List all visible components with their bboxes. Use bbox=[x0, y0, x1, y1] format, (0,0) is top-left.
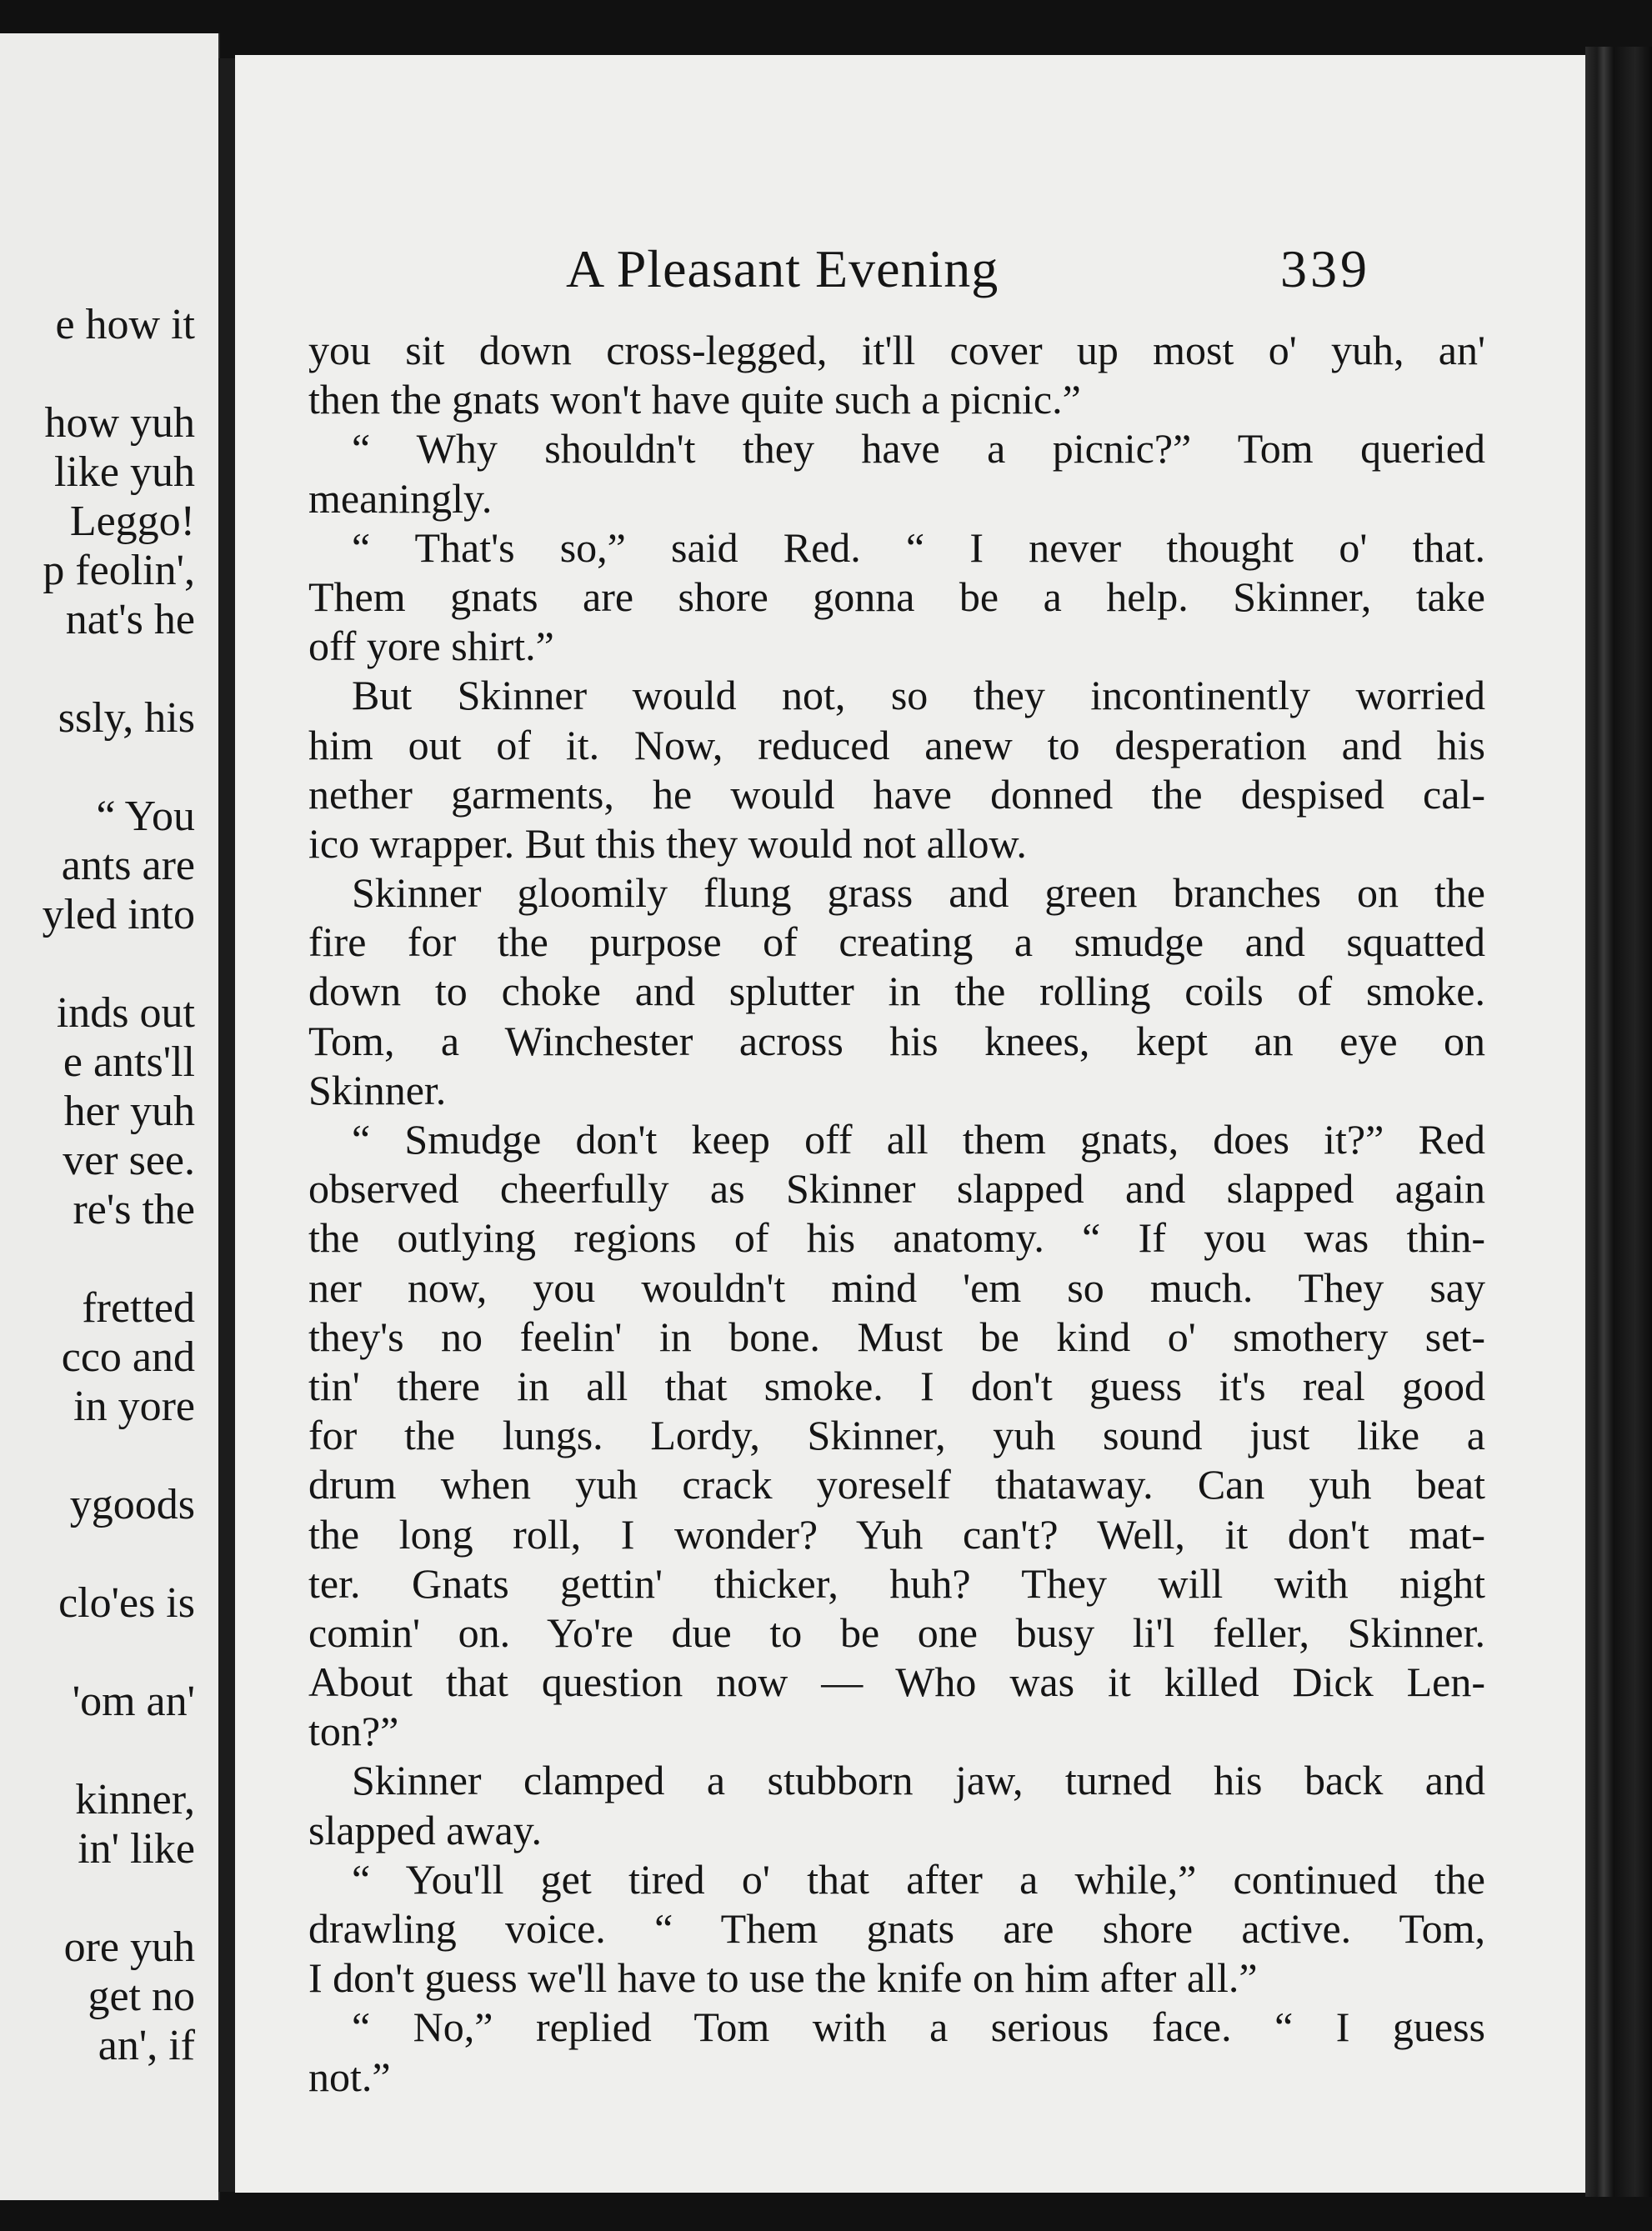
page-header bbox=[235, 238, 1585, 305]
left-page-line-fragment: “ You bbox=[96, 793, 195, 840]
text-line: “ Why shouldn't they have a picnic?” Tom queried bbox=[352, 425, 1485, 473]
text-line: “ No,” replied Tom with a serious face. “ I guess bbox=[352, 2003, 1485, 2051]
left-page-line-fragment: p feolin', bbox=[43, 547, 195, 594]
text-line: drum when yuh crack yoreself thataway. Can yuh beat bbox=[308, 1461, 1485, 1508]
text-line: the outlying regions of his anatomy. “ If you was thin- bbox=[308, 1214, 1485, 1262]
text-line: Tom, a Winchester across his knees, kept an eye on bbox=[308, 1017, 1485, 1064]
text-line: Skinner. bbox=[308, 1066, 447, 1113]
text-line: ter. Gnats gettin' thicker, huh? They will with night bbox=[308, 1559, 1485, 1607]
text-line: you sit down cross-legged, it'll cover up most o' yuh, an' bbox=[308, 327, 1485, 373]
left-page-line-fragment: her yuh bbox=[63, 1088, 195, 1135]
book-gutter bbox=[218, 58, 235, 2192]
left-page-line-fragment: e ants'll bbox=[63, 1038, 195, 1086]
text-line: ico wrapper. But this they would not allow. bbox=[308, 819, 1027, 867]
text-line: “ You'll get tired o' that after a while,” continued the bbox=[352, 1855, 1485, 1903]
left-page-line-fragment: Leggo! bbox=[69, 498, 195, 545]
text-line: drawling voice. “ Them gnats are shore active. Tom, bbox=[308, 1905, 1485, 1952]
text-line: off yore shirt.” bbox=[308, 623, 554, 670]
text-line: meaningly. bbox=[308, 474, 493, 522]
left-page-line-fragment: fretted bbox=[82, 1284, 195, 1332]
text-line: Skinner clamped a stubborn jaw, turned his back and bbox=[352, 1757, 1485, 1804]
text-line: About that question now — Who was it killed Dick Len- bbox=[308, 1658, 1485, 1706]
left-page-line-fragment: kinner, bbox=[75, 1776, 195, 1823]
text-line: him out of it. Now, reduced anew to desperation and his bbox=[308, 721, 1485, 768]
left-page-line-fragment: ssly, his bbox=[58, 694, 195, 742]
text-line: I don't guess we'll have to use the knife on him after all.” bbox=[308, 1954, 1258, 2002]
text-line: nether garments, he would have donned the despised cal- bbox=[308, 770, 1485, 818]
text-line: “ That's so,” said Red. “ I never thought o' that. bbox=[352, 523, 1485, 571]
text-line: ner now, you wouldn't mind 'em so much. They say bbox=[308, 1263, 1485, 1311]
left-page-line-fragment: e how it bbox=[55, 301, 195, 348]
left-page-line-fragment: like yuh bbox=[54, 448, 195, 496]
left-page-line-fragment: re's the bbox=[73, 1186, 195, 1233]
text-line: down to choke and splutter in the rolling coils of smoke. bbox=[308, 968, 1485, 1015]
left-page-line-fragment: how yuh bbox=[44, 399, 195, 447]
left-page-line-fragment: 'om an' bbox=[72, 1678, 195, 1725]
running-head: A Pleasant Evening bbox=[566, 239, 999, 298]
body-text bbox=[308, 326, 1485, 2102]
text-line: the long roll, I wonder? Yuh can't? Well, it don't mat- bbox=[308, 1510, 1485, 1558]
text-line: ton?” bbox=[308, 1708, 399, 1755]
page-number: 339 bbox=[1280, 239, 1370, 298]
left-page-line-fragment: ore yuh bbox=[63, 1923, 195, 1971]
text-line: “ Smudge don't keep off all them gnats, does it?” Red bbox=[352, 1116, 1485, 1163]
page-edge bbox=[1585, 47, 1652, 2197]
text-line: slapped away. bbox=[308, 1806, 542, 1853]
text-line: tin' there in all that smoke. I don't guess it's real good bbox=[308, 1362, 1485, 1409]
text-line: Skinner gloomily flung grass and green branches on the bbox=[352, 869, 1485, 917]
left-page-line-fragment: get no bbox=[88, 1973, 195, 2020]
text-line: then the gnats won't have quite such a picnic.” bbox=[308, 376, 1081, 423]
left-page-line-fragment: clo'es is bbox=[58, 1579, 195, 1627]
text-line: But Skinner would not, so they incontinently worried bbox=[352, 672, 1485, 719]
right-page bbox=[235, 55, 1585, 2193]
text-line: not.” bbox=[308, 2053, 391, 2100]
text-line: Them gnats are shore gonna be a help. Skinner, take bbox=[308, 573, 1485, 620]
text-line: observed cheerfully as Skinner slapped and slapped again bbox=[308, 1165, 1485, 1213]
left-page-line-fragment: ver see. bbox=[63, 1137, 195, 1184]
left-page-line-fragment: an', if bbox=[98, 2022, 195, 2069]
left-page-line-fragment: yled into bbox=[42, 891, 195, 938]
text-line: comin' on. Yo're due to be one busy li'l feller, Skinner. bbox=[308, 1608, 1485, 1656]
left-page-line-fragment: nat's he bbox=[65, 596, 195, 643]
left-page-line-fragment: cco and bbox=[61, 1333, 195, 1381]
text-line: they's no feelin' in bone. Must be kind o' smothery set- bbox=[308, 1313, 1485, 1360]
text-line: fire for the purpose of creating a smudge and squatted bbox=[308, 918, 1485, 966]
left-page-line-fragment: ygoods bbox=[69, 1481, 195, 1528]
text-line: for the lungs. Lordy, Skinner, yuh sound just like a bbox=[308, 1412, 1485, 1459]
left-page-line-fragment: in yore bbox=[73, 1383, 195, 1430]
left-page-fragment bbox=[0, 33, 220, 2200]
left-page-line-fragment: ants are bbox=[61, 842, 195, 889]
left-page-line-fragment: in' like bbox=[78, 1825, 195, 1873]
left-page-line-fragment: inds out bbox=[56, 989, 195, 1037]
